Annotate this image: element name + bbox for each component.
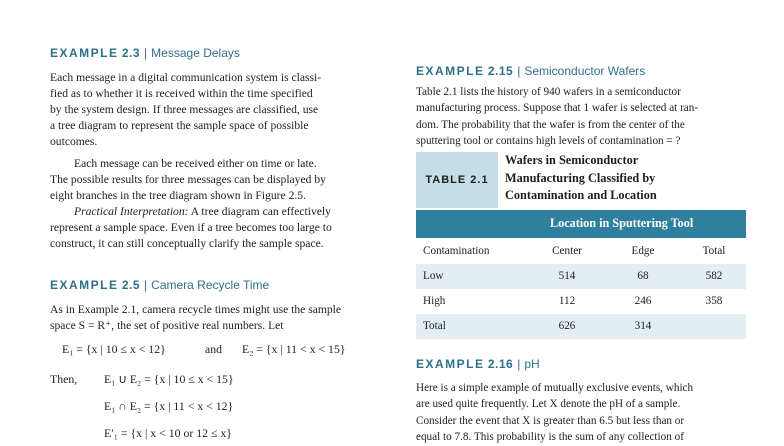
practical-interpretation-label: Practical Interpretation: <box>74 205 189 218</box>
table-cell: 514 <box>558 270 576 282</box>
caption-line: Manufacturing Classified by <box>505 170 656 185</box>
caption-line: Wafers in Semiconductor <box>505 153 639 167</box>
text-line: Each message in a digital communication system is classi- <box>50 71 322 84</box>
text-line: The possible results for three messages can be displayed by <box>50 173 326 186</box>
example-2-5-paragraph <box>50 302 372 334</box>
equation-union: E₁ ∪ E₂ = {x | 10 ≤ x < 15} <box>104 372 234 386</box>
text-line: Consider the event that X is greater than 6.5 but less than or <box>416 414 685 427</box>
text-line: fied as to whether it is received within the time specified <box>50 87 313 100</box>
example-2-15-paragraph <box>416 84 746 150</box>
example-title: Message Delays <box>151 46 240 60</box>
example-2-5-heading <box>50 278 269 292</box>
example-title: pH <box>524 357 540 371</box>
heading-separator: | <box>517 64 521 78</box>
text-line: a tree diagram to represent the sample space of possible <box>50 119 309 132</box>
table-cell: 314 <box>634 320 652 332</box>
equation-e2: E₂ = {x | 11 < x < 15} <box>242 342 346 356</box>
text-line: Here is a simple example of mutually exclusive events, which <box>416 382 694 394</box>
example-2-3-heading <box>50 46 240 60</box>
table-label: TABLE 2.1 <box>416 152 498 208</box>
table-cell: 112 <box>558 295 576 307</box>
text-line: outcomes. <box>50 135 98 148</box>
equation-and: and <box>205 342 223 356</box>
text-line: As in Example 2.1, camera recycle times might use the sample <box>50 303 342 316</box>
example-number: 2.15 <box>487 64 514 78</box>
table-cell: 582 <box>705 270 723 282</box>
example-2-3-paragraph-1 <box>50 70 372 150</box>
example-number: 2.3 <box>121 46 141 60</box>
text-line: equal to 7.8. This probability is the sum of any collection of <box>416 431 684 444</box>
example-label: EXAMPLE <box>416 357 485 371</box>
text-line: Table 2.1 lists the history of 940 wafers in a semiconductor <box>416 86 681 98</box>
text-line: sputtering tool or contains high levels of contamination = ? <box>416 135 681 148</box>
text-line: space S = R⁺, the set of positive real numbers. Let <box>50 319 284 332</box>
table-caption <box>505 152 745 205</box>
table-cell: 246 <box>634 295 652 307</box>
text-line: eight branches in the tree diagram shown in Figure 2.5. <box>50 189 306 202</box>
table-cell: High <box>423 295 446 307</box>
example-label: EXAMPLE <box>50 278 119 292</box>
table-cell: Low <box>423 270 444 282</box>
text-line: construct, it can still conceptually clarify the sample space. <box>50 237 324 250</box>
text-line: by the system design. If three messages are classified, use <box>50 103 319 116</box>
table-cell: 68 <box>637 270 649 282</box>
example-number: 2.5 <box>121 278 141 292</box>
text-line: represent a sample space. Even if a tree becomes too large to <box>50 221 332 234</box>
caption-line: Contamination and Location <box>505 188 657 202</box>
table-band-title: Location in Sputtering Tool <box>550 216 694 230</box>
text-line <box>50 204 372 220</box>
example-label: EXAMPLE <box>50 46 119 60</box>
column-header-center: Center <box>552 245 582 257</box>
then-label: Then, <box>50 372 78 386</box>
example-title: Camera Recycle Time <box>151 278 270 292</box>
equation-intersection: E₁ ∩ E₂ = {x | 11 < x < 12} <box>104 399 234 413</box>
equation-complement: E′₁ = {x | x < 10 or 12 ≤ x} <box>104 426 232 440</box>
column-header-contamination: Contamination <box>423 245 490 257</box>
text-line: manufacturing process. Suppose that 1 wafer is selected at ran- <box>416 102 699 115</box>
column-header-edge: Edge <box>631 245 655 257</box>
example-2-16-paragraph <box>416 380 746 446</box>
example-2-15-heading <box>416 64 645 78</box>
example-title: Semiconductor Wafers <box>524 64 646 78</box>
text-line: dom. The probability that the wafer is from the center of the <box>416 118 685 131</box>
example-2-16-heading <box>416 357 540 371</box>
table-cell: Total <box>423 320 446 332</box>
equation-e1: E₁ = {x | 10 ≤ x < 12} <box>62 342 166 356</box>
text-line: are used quite frequently. Let X denote the pH of a sample. <box>416 398 681 411</box>
example-2-3-paragraph-2 <box>50 156 372 252</box>
table-cell: 358 <box>705 295 723 307</box>
example-label: EXAMPLE <box>416 64 485 78</box>
table-cell: 626 <box>558 320 576 332</box>
heading-separator: | <box>517 357 521 371</box>
column-header-total: Total <box>702 245 726 257</box>
text-fragment: A tree diagram can effectively <box>188 205 331 218</box>
example-number: 2.16 <box>487 357 514 371</box>
heading-separator: | <box>144 278 148 292</box>
text-line: Each message can be received either on time or late. <box>74 157 317 170</box>
heading-separator: | <box>144 46 148 60</box>
